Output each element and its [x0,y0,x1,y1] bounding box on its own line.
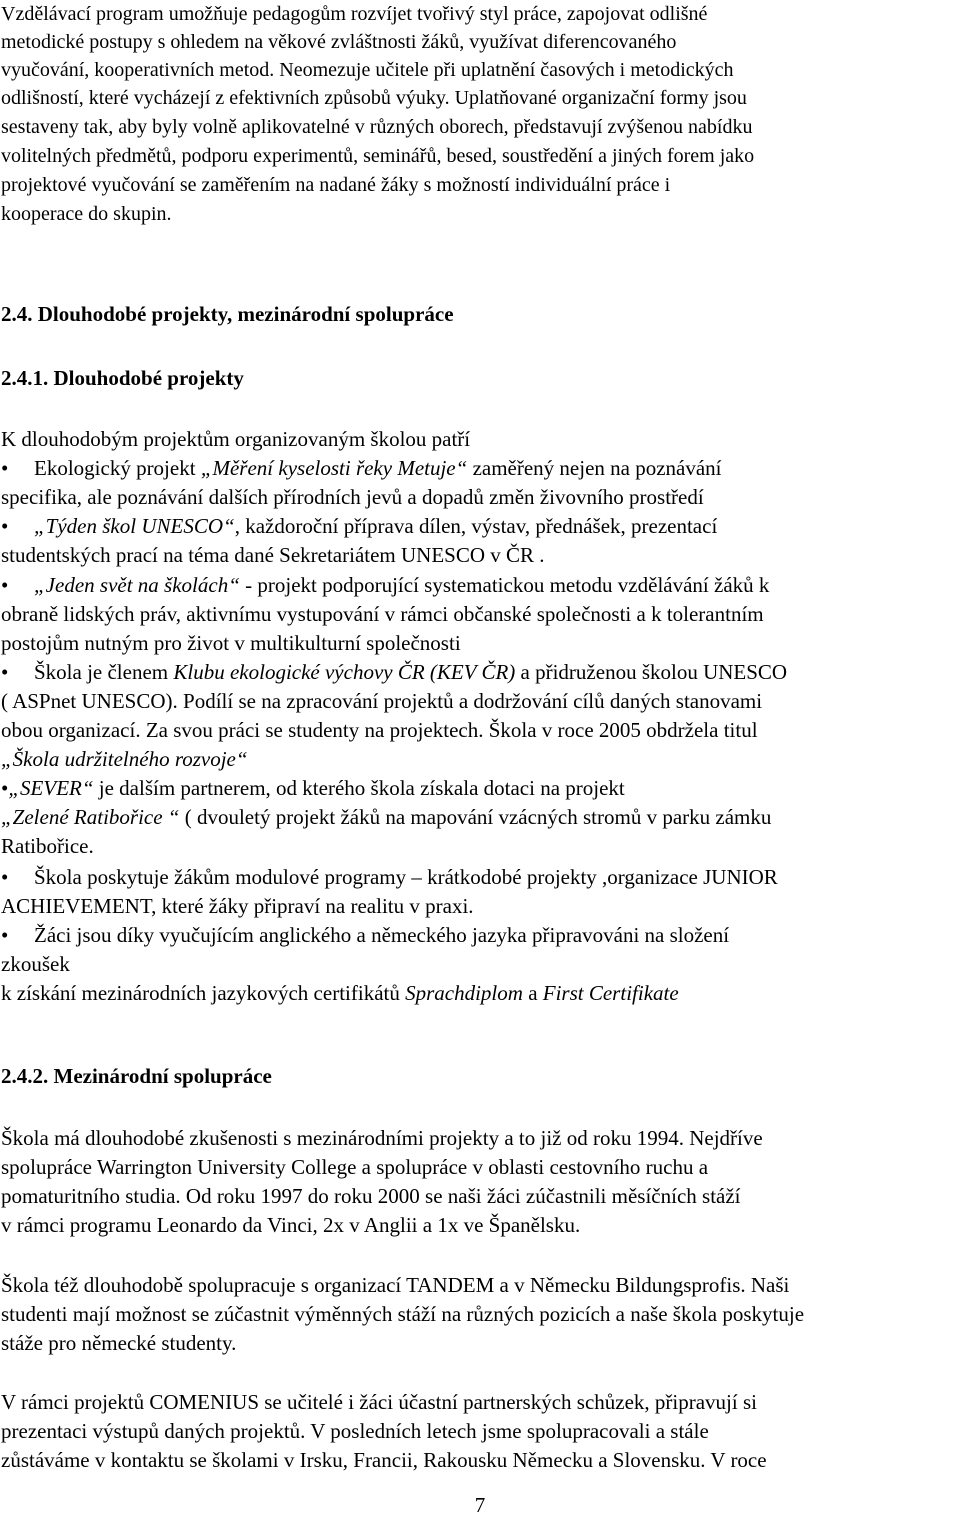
text-span: a [522,981,543,1005]
text-span: ( dvouletý projekt žáků na mapování vzácných stromů v parku zámku [179,805,772,829]
projects-lead: K dlouhodobým projektům organizovaným školou patří [1,427,471,451]
intro-line: Vzdělávací program umožňuje pedagogům rozvíjet tvořivý styl práce, zapojovat odlišné [1,3,708,25]
text-span: , každoroční příprava dílen, výstav, přednášek, prezentací [234,514,718,538]
paragraph-line: prezentaci výstupů daných projektů. V posledních letech jsme spolupracovali a stále [1,1419,709,1443]
text-span: a přidruženou školou UNESCO [515,660,788,684]
bullet-icon: • [1,456,9,480]
bullet-icon: • [1,573,9,597]
bullet-continuation: studentských prací na téma dané Sekretariátem UNESCO v ČR . [1,543,545,567]
project-title: Klubu ekologické výchovy ČR (KEV ČR) [173,660,516,684]
bullet-continuation [1,745,248,774]
bullet-item-kev [1,658,787,687]
text-span: Škola je členem [34,660,174,684]
paragraph-line: Škola též dlouhodobě spolupracuje s organizací TANDEM a v Německu Bildungsprofis. Naši [1,1273,790,1297]
bullet-icon: • [1,776,9,800]
intro-line: projektové vyučování se zaměřením na nadané žáky s možností individuální práce i [1,174,671,196]
intro-line: volitelných předmětů, podporu experimentů, seminářů, besed, soustředění a jiných forem jako [1,145,755,167]
bullet-icon: • [1,514,9,538]
section-heading-2-4-2: 2.4.2. Mezinárodní spolupráce [1,1064,272,1088]
bullet-icon: • [1,660,9,684]
bullet-item-one-world [1,571,769,600]
paragraph-line: pomaturitního studia. Od roku 1997 do roku 2000 se naši žáci zúčastnili měsíčních stáží [1,1184,741,1208]
text-span: k získání mezinárodních jazykových certifikátů [1,981,406,1005]
bullet-continuation: ACHIEVEMENT, které žáky připraví na realitu v praxi. [1,894,474,918]
text-span: je dalším partnerem, od kterého škola získala dotaci na projekt [93,776,625,800]
partner-name: „SEVER“ [8,776,94,800]
text-span: - projekt podporující systematickou metodu vzdělávání žáků k [239,573,770,597]
bullet-continuation: zkoušek [1,952,70,976]
bullet-continuation: ( ASPnet UNESCO). Podílí se na zpracování projektů a dodržování cílů daných stanovami [1,689,763,713]
bullet-item-unesco-week [1,512,717,541]
text-span: zaměřený nejen na poznávání [467,456,722,480]
intro-line: sestaveny tak, aby byly volně aplikovatelné v různých oborech, představují zvýšenou nabídku [1,116,753,138]
paragraph-line: v rámci programu Leonardo da Vinci, 2x v Anglii a 1x ve Španělsku. [1,1213,581,1237]
intro-line: odlišností, které vycházejí z efektivních způsobů výuky. Uplatňované organizační formy jsou [1,87,747,109]
bullet-continuation: obraně lidských práv, aktivnímu vystupování v rámci občanské společnosti a k tolerantním [1,602,764,626]
bullet-continuation [1,979,679,1008]
project-title: „Měření kyselosti řeky Metuje“ [200,456,468,480]
bullet-item-modules [1,863,778,892]
paragraph-line: zůstáváme v kontaktu se školami v Irsku, Francii, Rakousku Německu a Slovensku. V roce [1,1448,767,1472]
award-title: „Škola udržitelného rozvoje“ [1,747,248,771]
project-title: „Týden škol UNESCO“ [34,514,235,538]
paragraph-line: studenti mají možnost se zúčastnit výměnných stáží na různých pozicích a naše škola poskytuje [1,1302,805,1326]
page-number: 7 [474,1493,486,1517]
bullet-continuation: obou organizací. Za svou práci se studenty na projektech. Škola v roce 2005 obdržela titul [1,718,758,742]
intro-line: vyučování, kooperativních metod. Neomezuje učitele při uplatnění časových i metodických [1,59,734,81]
paragraph-line: stáže pro německé studenty. [1,1331,237,1355]
certificate-name: First Certifikate [542,981,679,1005]
bullet-item-languages [1,921,729,950]
text-span: Škola poskytuje žákům modulové programy – krátkodobé projekty ,organizace JUNIOR [34,865,778,889]
bullet-item-sever [1,774,625,803]
project-title: „Zelené Ratibořice “ [1,805,180,829]
project-title: „Jeden svět na školách“ [34,573,240,597]
text-span: Ekologický projekt [34,456,201,480]
bullet-icon: • [1,865,9,889]
text-span: Žáci jsou díky vyučujícím anglického a německého jazyka připravováni na složení [34,923,730,947]
bullet-item-eco-project [1,454,722,483]
bullet-continuation: postojům nutným pro život v multikulturní společnosti [1,631,461,655]
paragraph-line: V rámci projektů COMENIUS se učitelé i žáci účastní partnerských schůzek, připravují si [1,1390,757,1414]
bullet-continuation: Ratibořice. [1,834,94,858]
intro-line: metodické postupy s ohledem na věkové zvláštnosti žáků, využívat diferencovaného [1,31,677,53]
bullet-icon: • [1,923,9,947]
section-heading-2-4: 2.4. Dlouhodobé projekty, mezinárodní spolupráce [1,302,454,326]
paragraph-line: spolupráce Warrington University College a spolupráce v oblasti cestovního ruchu a [1,1155,709,1179]
paragraph-line: Škola má dlouhodobé zkušenosti s mezinárodními projekty a to již od roku 1994. Nejdříve [1,1126,763,1150]
intro-line: kooperace do skupin. [1,203,172,225]
bullet-continuation: specifika, ale poznávání dalších přírodních jevů a dopadů změn živovního prostředí [1,485,704,509]
section-heading-2-4-1: 2.4.1. Dlouhodobé projekty [1,366,244,390]
certificate-name: Sprachdiplom [405,981,523,1005]
bullet-continuation [1,803,771,832]
